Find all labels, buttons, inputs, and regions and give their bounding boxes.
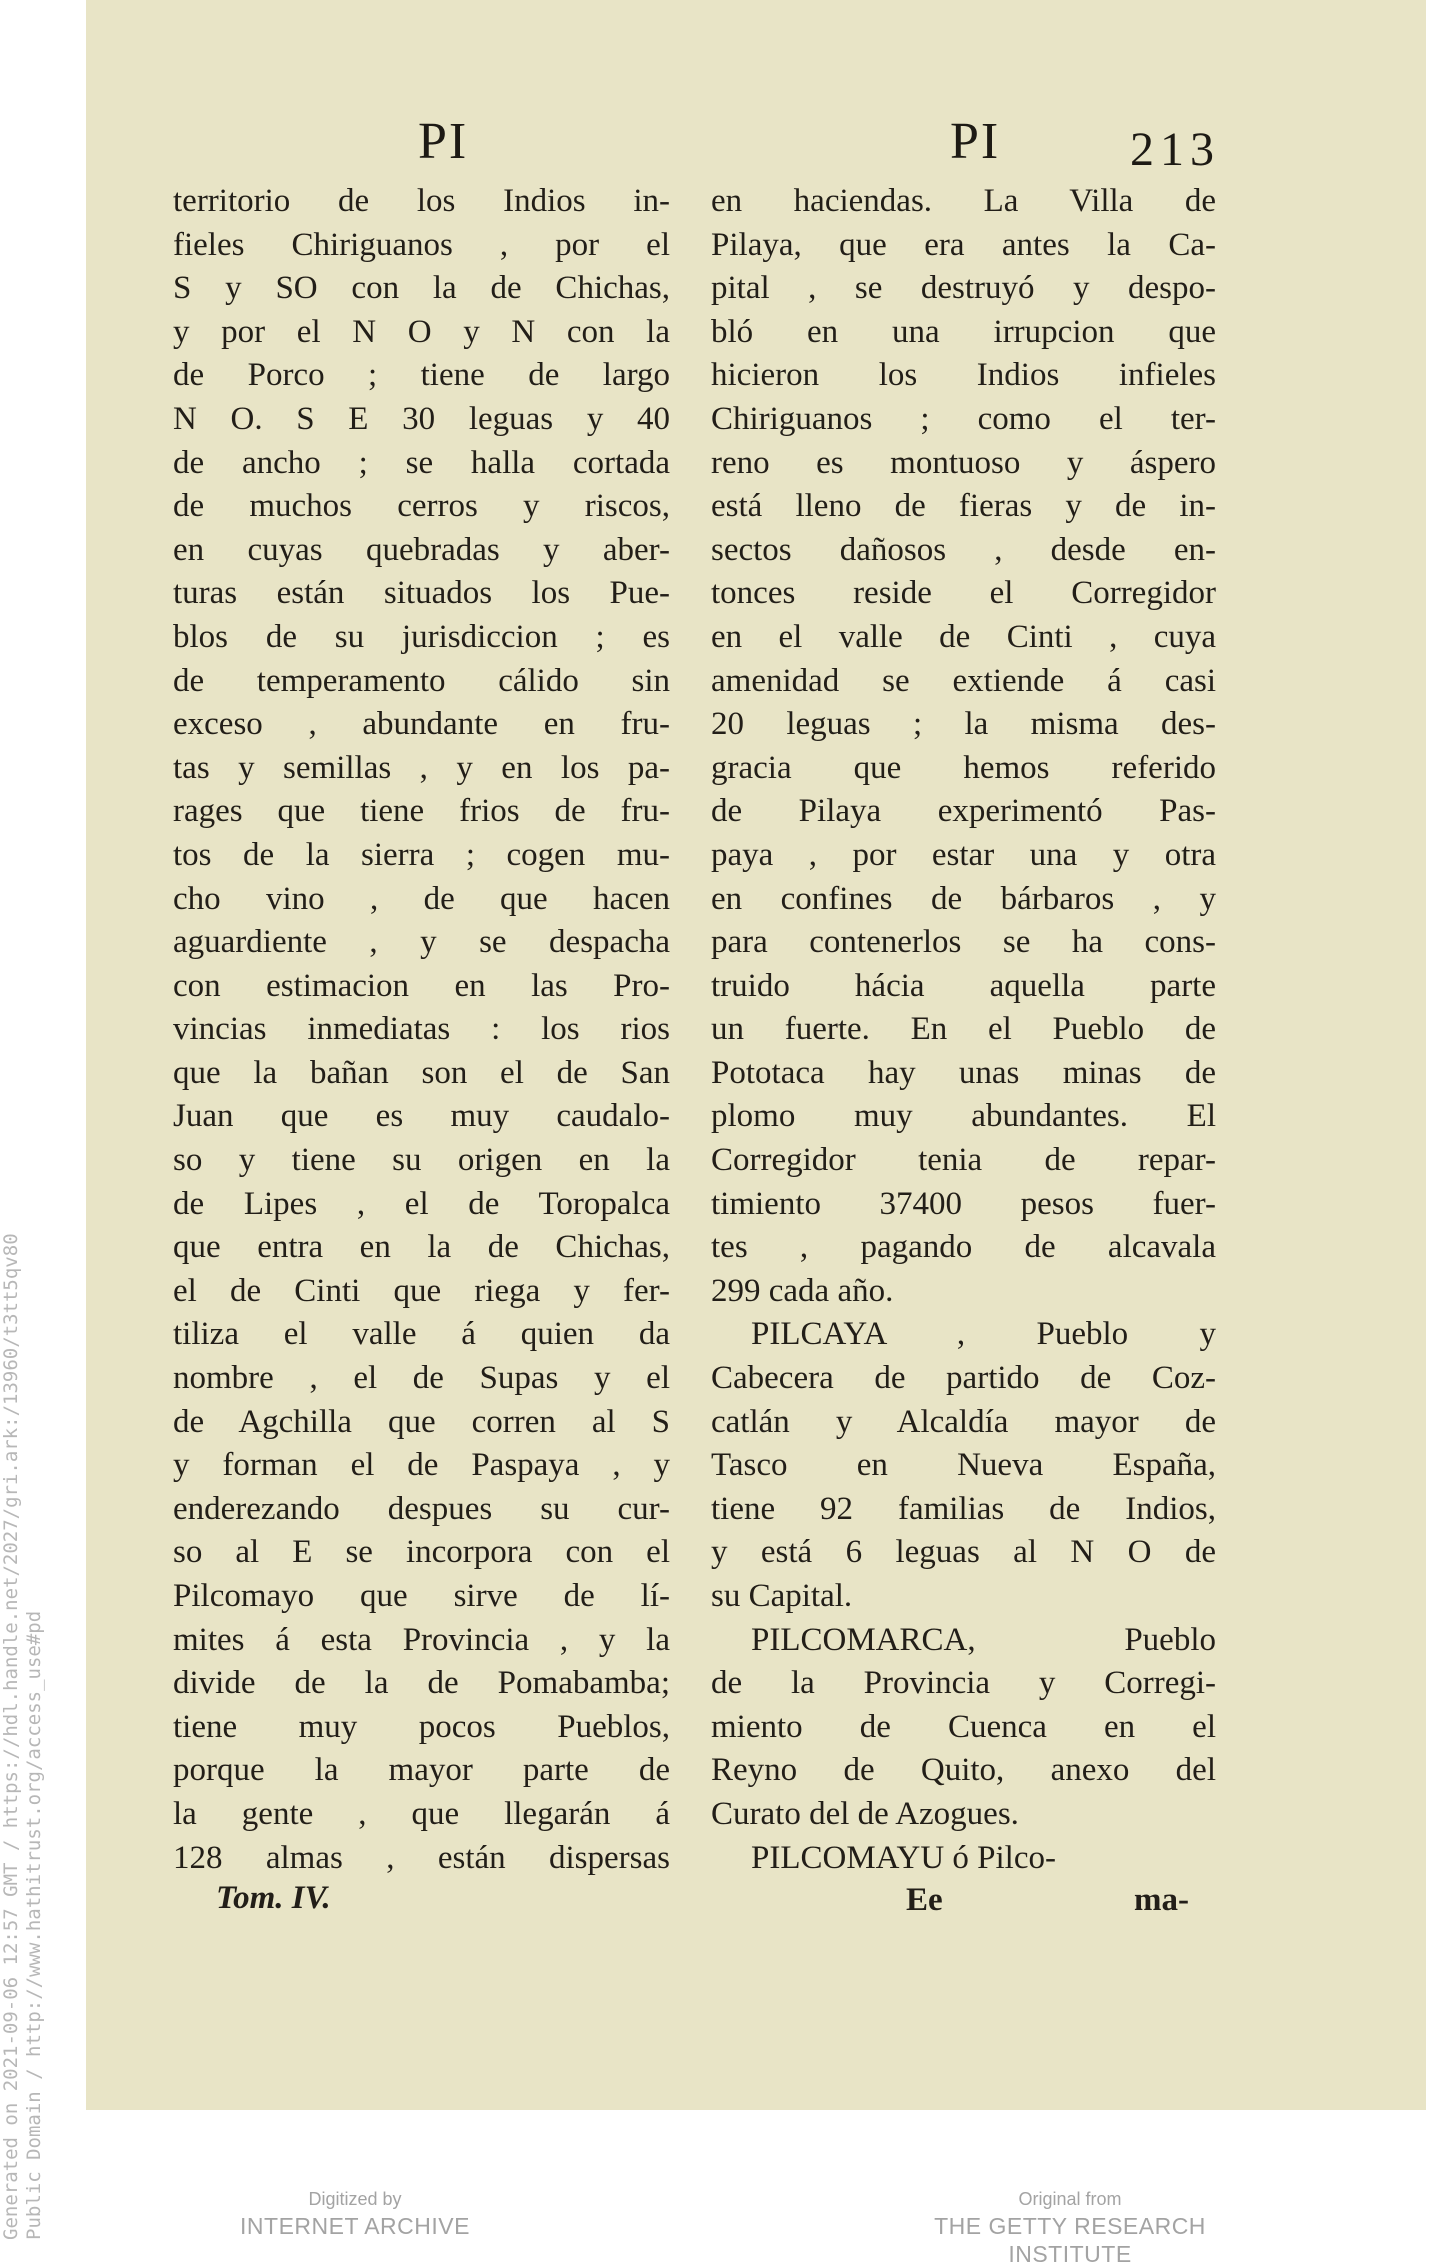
text-line: su Capital. xyxy=(711,1578,853,1614)
text-line: Corregidor tenia de repar- xyxy=(711,1142,1216,1179)
hathitrust-stamp xyxy=(0,1100,46,2240)
page-number: 213 xyxy=(1130,123,1220,176)
text-line: PILCOMARCA, Pueblo xyxy=(751,1621,1216,1658)
text-line: tes , pagando de alcavala xyxy=(711,1229,1216,1266)
text-line: so y tiene su origen en la xyxy=(173,1142,670,1179)
digitized-by-label: Digitized by xyxy=(308,2189,402,2209)
text-line: vincias inmediatas : los rios xyxy=(173,1011,670,1048)
text-line: tiene muy pocos Pueblos, xyxy=(173,1708,670,1745)
text-line: Tasco en Nueva España, xyxy=(711,1447,1216,1484)
original-from-credit xyxy=(870,2186,1270,2268)
text-line: amenidad se extiende á casi xyxy=(711,662,1216,699)
text-line: de la Provincia y Corregi- xyxy=(711,1665,1216,1702)
text-line: en el valle de Cinti , cuya xyxy=(711,618,1216,655)
text-line: blos de su jurisdiccion ; es xyxy=(173,618,670,655)
signature-mark: Ee xyxy=(906,1882,943,1918)
text-line: so al E se incorpora con el xyxy=(173,1534,670,1571)
text-line: turas están situados los Pue- xyxy=(173,575,670,612)
text-line: 128 almas , están dispersas xyxy=(173,1839,670,1876)
digitized-by-credit xyxy=(230,2186,480,2240)
volume-signature: Tom. IV. xyxy=(216,1880,331,1916)
text-line: miento de Cuenca en el xyxy=(711,1708,1216,1745)
text-line: timiento 37400 pesos fuer- xyxy=(711,1185,1216,1222)
text-line: aguardiente , y se despacha xyxy=(173,924,670,961)
running-head-left: PI xyxy=(418,113,469,170)
internet-archive-label: INTERNET ARCHIVE xyxy=(240,2213,470,2239)
text-line: PILCOMAYU ó Pilco- xyxy=(751,1839,1056,1876)
text-line: cho vino , de que hacen xyxy=(173,880,670,917)
text-line: Pilaya, que era antes la Ca- xyxy=(711,226,1216,263)
text-line: catlán y Alcaldía mayor de xyxy=(711,1403,1216,1440)
text-line: de Agchilla que corren al S xyxy=(173,1403,670,1440)
stamp-line-rights: Public Domain / http://www.hathitrust.org/access_use#pd xyxy=(23,1610,45,2240)
text-line: Pilcomayo que sirve de lí- xyxy=(173,1578,670,1614)
text-line: Pototaca hay unas minas de xyxy=(711,1054,1216,1091)
text-line: que entra en la de Chichas, xyxy=(173,1229,670,1266)
right-text-column xyxy=(711,180,1216,1880)
running-head-right: PI xyxy=(950,113,1001,170)
text-line: y forman el de Paspaya , y xyxy=(173,1447,670,1484)
text-line: PILCAYA , Pueblo y xyxy=(751,1316,1216,1353)
text-line: que la bañan son el de San xyxy=(173,1054,670,1091)
text-line: y está 6 leguas al N O de xyxy=(711,1534,1216,1571)
text-line: de temperamento cálido sin xyxy=(173,662,670,699)
text-line: rages que tiene frios de fru- xyxy=(173,793,670,830)
text-line: exceso , abundante en fru- xyxy=(173,706,670,743)
text-line: Chiriguanos ; como el ter- xyxy=(711,400,1216,437)
left-text-column xyxy=(173,180,670,1880)
text-line: S y SO con la de Chichas, xyxy=(173,270,670,307)
text-line: tiliza el valle á quien da xyxy=(173,1316,670,1353)
original-from-label: Original from xyxy=(1018,2189,1122,2209)
text-line: en confines de bárbaros , y xyxy=(711,880,1216,917)
stamp-line-generated: Generated on 2021-09-06 12:57 GMT / https://hdl.handle.net/2027/gri.ark:/13960/t3tt5qv80 xyxy=(0,1233,22,2240)
text-line: en haciendas. La Villa de xyxy=(711,183,1216,219)
getty-institute-label: THE GETTY RESEARCH INSTITUTE xyxy=(934,2213,1206,2267)
text-line: está lleno de fieras y de in- xyxy=(711,488,1216,525)
text-line: 20 leguas ; la misma des- xyxy=(711,706,1216,743)
text-line: porque la mayor parte de xyxy=(173,1752,670,1789)
text-line: en cuyas quebradas y aber- xyxy=(173,531,670,568)
text-line: de Lipes , el de Toropalca xyxy=(173,1185,670,1222)
text-line: Cabecera de partido de Coz- xyxy=(711,1360,1216,1397)
text-line: con estimacion en las Pro- xyxy=(173,967,670,1004)
text-line: y por el N O y N con la xyxy=(173,313,670,350)
text-line: bló en una irrupcion que xyxy=(711,313,1216,350)
text-line: de Pilaya experimentó Pas- xyxy=(711,793,1216,830)
text-line: mites á esta Provincia , y la xyxy=(173,1621,670,1658)
text-line: Reyno de Quito, anexo del xyxy=(711,1752,1216,1789)
text-line: Juan que es muy caudalo- xyxy=(173,1098,670,1135)
text-line: pital , se destruyó y despo- xyxy=(711,270,1216,307)
text-line: reno es montuoso y áspero xyxy=(711,444,1216,481)
text-line: tonces reside el Corregidor xyxy=(711,575,1216,612)
text-line: 299 cada año. xyxy=(711,1272,894,1309)
text-line: divide de la de Pomabamba; xyxy=(173,1665,670,1702)
text-line: de Porco ; tiene de largo xyxy=(173,357,670,394)
text-line: el de Cinti que riega y fer- xyxy=(173,1272,670,1309)
text-line: nombre , el de Supas y el xyxy=(173,1360,670,1397)
text-line: plomo muy abundantes. El xyxy=(711,1098,1216,1135)
text-line: tas y semillas , y en los pa- xyxy=(173,749,670,786)
text-line: Curato del de Azogues. xyxy=(711,1795,1019,1832)
text-line: un fuerte. En el Pueblo de xyxy=(711,1011,1216,1048)
text-line: de muchos cerros y riscos, xyxy=(173,488,670,525)
text-line: tiene 92 familias de Indios, xyxy=(711,1490,1216,1527)
text-line: gracia que hemos referido xyxy=(711,749,1216,786)
text-line: N O. S E 30 leguas y 40 xyxy=(173,400,670,437)
text-line: sectos dañosos , desde en- xyxy=(711,531,1216,568)
text-line: para contenerlos se ha cons- xyxy=(711,924,1216,961)
text-line: de ancho ; se halla cortada xyxy=(173,444,670,481)
text-line: enderezando despues su cur- xyxy=(173,1490,670,1527)
text-line: truido hácia aquella parte xyxy=(711,967,1216,1004)
text-line: paya , por estar una y otra xyxy=(711,836,1216,873)
catchword: ma- xyxy=(1134,1882,1189,1918)
text-line: la gente , que llegarán á xyxy=(173,1795,670,1832)
text-line: hicieron los Indios infieles xyxy=(711,357,1216,394)
text-line: fieles Chiriguanos , por el xyxy=(173,226,670,263)
text-line: territorio de los Indios in- xyxy=(173,183,670,219)
text-line: tos de la sierra ; cogen mu- xyxy=(173,836,670,873)
